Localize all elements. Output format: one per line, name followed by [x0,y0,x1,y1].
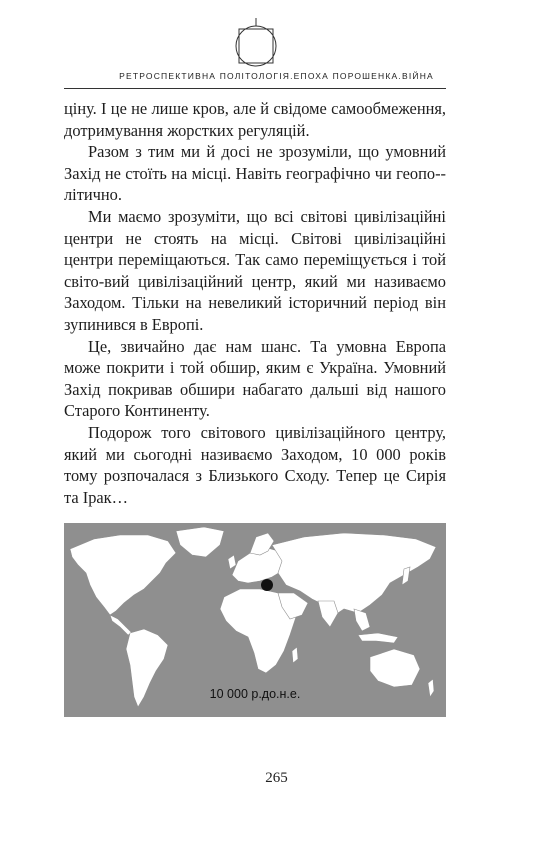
indonesia-landmass [358,633,398,643]
central-america-landmass [110,615,132,635]
north-america-landmass [70,535,176,615]
paragraph: Подорож того світового цивілізаційного центру, який ми сьогодні називаємо Заходом, 10 000 років тому розпочалася з Близького Сходу. Тепер це Сирія та Ірак… [64,422,446,507]
british-isles-landmass [228,555,236,569]
world-map-figure [64,523,446,717]
map-caption: 10 000 р.до.н.е. [209,687,301,701]
paragraph: ціну. І це не лише кров, але й свідоме самообмеження, дотримування жорстких регуляцій. [64,99,446,140]
emblem-icon [232,18,280,78]
southeast-asia-landmass [354,609,370,631]
paragraph: Разом з тим ми й досі не зрозуміли, що умовний Захід не стоїть на місці. Навіть географічно чи геопо-літично. [64,142,446,205]
paragraph: Ми маємо зрозуміти, що всі світові цивілізаційні центри не стоять на місці. Світові цивілізаційні центри переміщаються. Так само переміщується і той світо-вий цивілізаційний центр, який ми називаємо Заходом. Тільки на невеликий історичний період він зупинився в Европі. [64,206,446,334]
page-number: 265 [265,770,288,786]
australia-landmass [370,649,420,687]
india-landmass [318,601,338,627]
header-rule [64,88,446,89]
body-text [64,98,446,508]
running-header: РЕТРОСПЕКТИВНА ПОЛІТОЛОГІЯ.ЕПОХА ПОРОШЕНКА.ВІЙНА [119,71,434,81]
middle-east-marker [261,579,273,591]
greenland-landmass [176,527,224,557]
paragraph: Це, звичайно дає нам шанс. Та умовна Европа може покрити і той обшир, яким є Україна. Умовний Захід покривав обшири набагато дальші від нашого Старого Континенту. [64,336,446,421]
madagascar-landmass [292,647,298,663]
